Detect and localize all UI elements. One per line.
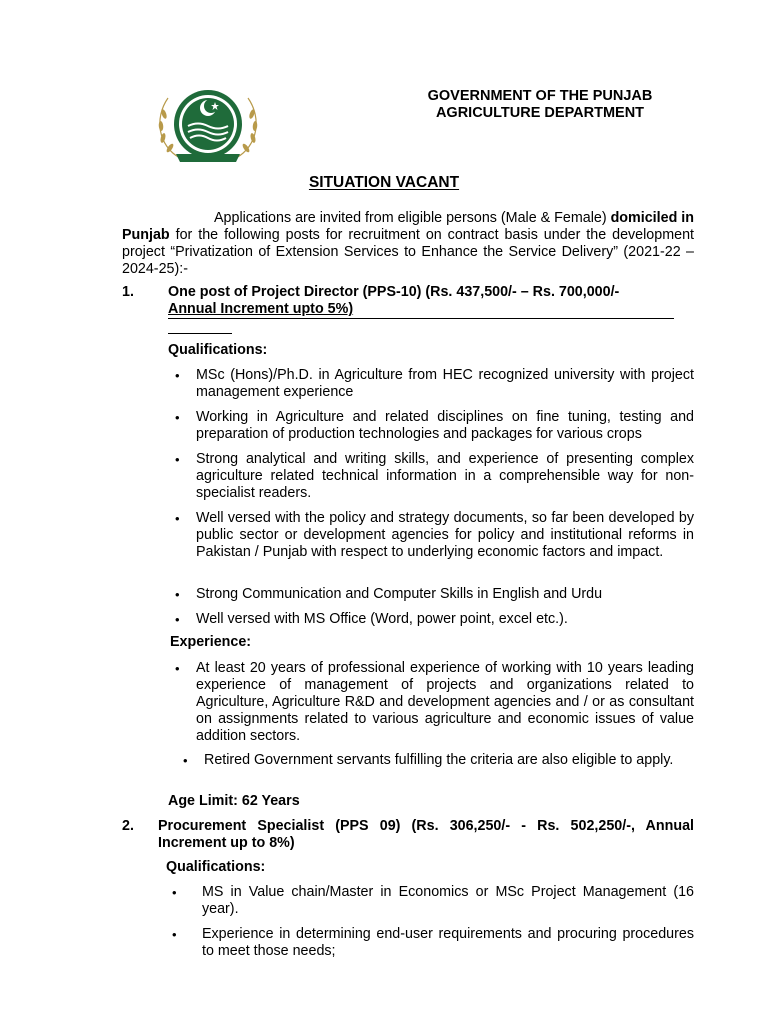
post-1-qualification-item: Well versed with MS Office (Word, power point, excel etc.).: [196, 611, 568, 627]
government-heading: GOVERNMENT OF THE PUNJAB: [427, 88, 653, 104]
page-title: SITUATION VACANT: [308, 174, 460, 191]
post-1-experience-item: At least 20 years of professional experience of working with 10 years leading experience of management of projects and organizations related to Agriculture, Agriculture R&D and development agencies and / or as consultant on assignments related to various agriculture and economic issues of value addition sectors.: [196, 660, 694, 744]
department-header: [390, 88, 690, 122]
post-1-qualification-item: Strong analytical and writing skills, and experience of presenting complex agriculture related technical information in a comprehensible way for non-specialist readers.: [196, 451, 694, 501]
post-1-heading: [168, 284, 694, 318]
bullet-icon: •: [175, 368, 180, 383]
post-1-heading-line2: Annual Increment upto 5%): [168, 301, 354, 317]
intro-bold-domicile: domiciled in Punjab: [122, 210, 694, 243]
post-2-qualification-item: MS in Value chain/Master in Economics or MSc Project Management (16 year).: [202, 884, 694, 917]
bullet-icon: •: [175, 410, 180, 425]
department-heading: AGRICULTURE DEPARTMENT: [435, 105, 645, 121]
post-1-underline-rule: [168, 318, 674, 319]
post-1-age-limit: Age Limit: 62 Years: [168, 793, 300, 809]
post-1-number: 1.: [122, 284, 134, 300]
bullet-icon: •: [172, 885, 177, 900]
post-2-number: 2.: [122, 818, 134, 834]
intro-text-2: for the following posts for recruitment on contract basis under the development project “Privatization of Extension Services to Enhance the Service Delivery” (2021-22 – 2024-25):-: [122, 227, 694, 277]
punjab-government-seal-logo: [152, 84, 264, 166]
post-1-qualifications-label: Qualifications:: [168, 342, 268, 358]
post-1-experience-item: Retired Government servants fulfilling the criteria are also eligible to apply.: [204, 752, 674, 768]
post-2-qualifications-label: Qualifications:: [166, 859, 266, 875]
bullet-icon: •: [175, 452, 180, 467]
bullet-icon: •: [175, 511, 180, 526]
bullet-icon: •: [175, 661, 180, 676]
bullet-icon: •: [175, 612, 180, 627]
post-1-qualification-item: Working in Agriculture and related disciplines on fine tuning, testing and preparation of production technologies and packages for various crops: [196, 409, 694, 442]
post-1-heading-line1: One post of Project Director (PPS-10) (Rs. 437,500/- – Rs. 700,000/-: [168, 284, 620, 300]
post-2-heading: Procurement Specialist (PPS 09) (Rs. 306,250/- - Rs. 502,250/-, Annual Increment up to 8%): [158, 818, 694, 851]
post-2-qualification-item: Experience in determining end-user requirements and procuring procedures to meet those needs;: [202, 926, 694, 959]
post-1-qualification-item: MSc (Hons)/Ph.D. in Agriculture from HEC recognized university with project management experience: [196, 367, 694, 400]
bullet-icon: •: [175, 587, 180, 602]
post-1-experience-label: Experience:: [170, 634, 252, 650]
post-1-qualification-item: Well versed with the policy and strategy documents, so far been developed by public sector or development agencies for policy and institutional reforms in Pakistan / Punjab with respect to underlying economic factors and impact.: [196, 510, 694, 560]
bullet-icon: •: [172, 927, 177, 942]
intro-text-1: Applications are invited from eligible persons (Male & Female): [214, 210, 607, 226]
post-1-underline-rule-short: [168, 333, 232, 334]
post-1-qualification-item: Strong Communication and Computer Skills in English and Urdu: [196, 586, 603, 602]
bullet-icon: •: [183, 753, 188, 768]
intro-paragraph: [122, 210, 694, 278]
